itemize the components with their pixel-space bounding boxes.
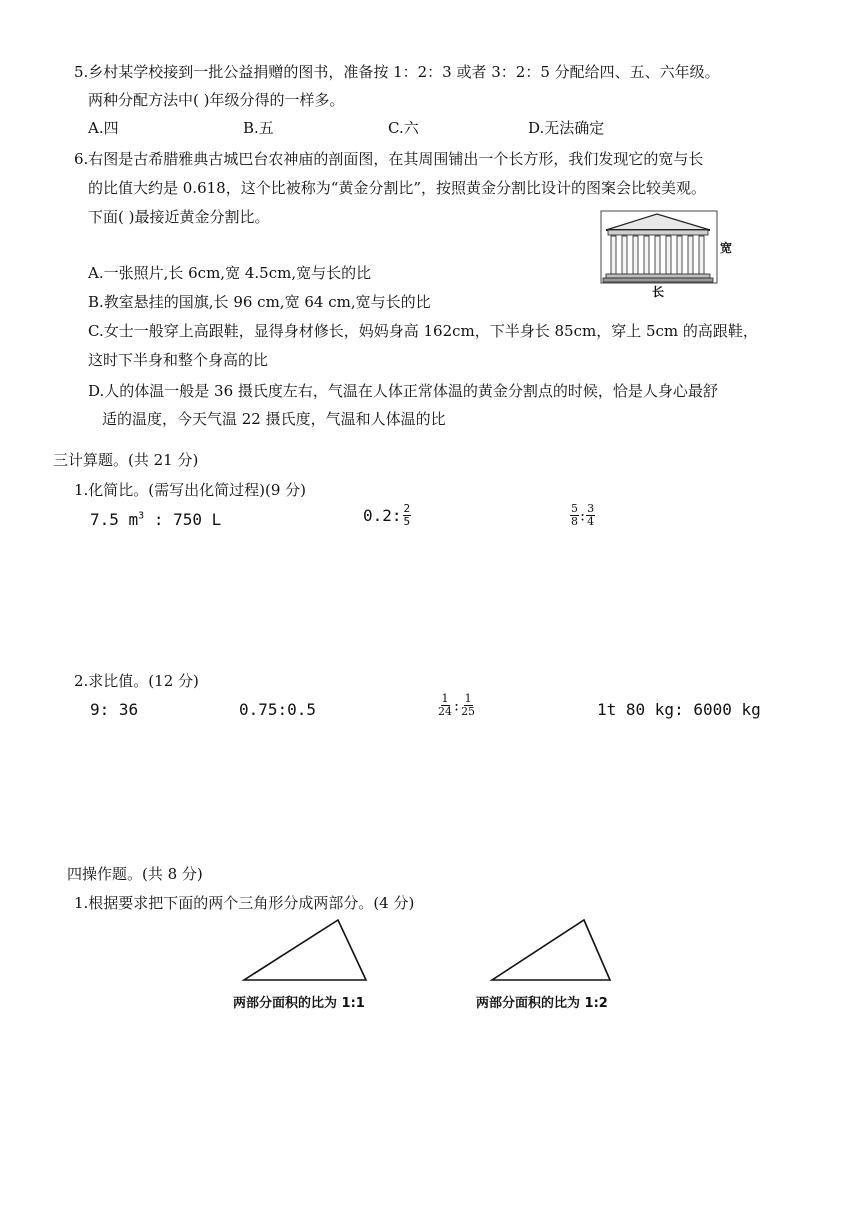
q6-line2: 的比值大约是 0.618，这个比被称为“黄金分割比”，按照黄金分割比设计的图案会比较美观。 — [88, 179, 707, 197]
q5-option-b: B.五 — [243, 119, 274, 137]
simplify-expr-2-prefix: 0.2: — [363, 506, 402, 525]
q6-option-b: B.教室悬挂的国旗,长 96 cm,宽 64 cm,宽与长的比 — [88, 293, 431, 311]
ratio-colon: : — [580, 506, 586, 525]
fraction-numerator: 2 — [403, 502, 411, 515]
simplify-expr-1-right: : 750 L — [144, 510, 222, 529]
simplify-expr-2 — [363, 503, 412, 528]
triangle-2-caption: 两部分面积的比为 1:2 — [476, 996, 608, 1011]
fraction-denominator: 24 — [438, 705, 452, 718]
fraction-3-4 — [586, 503, 595, 528]
ratio-value-expr-4: 1t 80 kg: 6000 kg — [597, 700, 761, 719]
q5-line1: 5.乡村某学校接到一批公益捐赠的图书，准备按 1：2：3 或者 3：2：5 分配给四、五、六年级。 — [74, 63, 720, 81]
fraction-1-24 — [437, 693, 453, 718]
fraction-numerator: 5 — [571, 502, 578, 515]
fraction-numerator: 1 — [464, 692, 472, 705]
fraction-denominator: 8 — [571, 515, 578, 528]
figure-length-label: 长 — [652, 285, 665, 299]
q5-line2: 两种分配方法中( )年级分得的一样多。 — [88, 91, 345, 109]
q6-line3: 下面( )最接近黄金分割比。 — [88, 208, 270, 226]
fraction-1-25 — [460, 693, 476, 718]
section3-title: 三计算题。(共 21 分) — [53, 451, 199, 469]
fraction-denominator: 5 — [403, 515, 411, 528]
q6-option-c-line1: C.女士一般穿上高跟鞋，显得身材修长，妈妈身高 162cm，下半身长 85cm，穿上 5cm 的高跟鞋， — [88, 322, 758, 340]
q5-option-d: D.无法确定 — [528, 119, 605, 137]
q6-option-d-line1: D.人的体温一般是 36 摄氏度左右，气温在人体正常体温的黄金分割点的时候，恰是人身心最舒 — [88, 382, 718, 400]
fraction-denominator: 4 — [587, 515, 595, 528]
section4-title: 四操作题。(共 8 分) — [67, 865, 203, 883]
triangle-1-caption: 两部分面积的比为 1:1 — [233, 996, 365, 1011]
ratio-value-expr-3 — [436, 693, 477, 718]
simplify-expr-1 — [90, 510, 221, 529]
parthenon-figure — [598, 208, 738, 300]
q5-option-a: A.四 — [88, 119, 119, 137]
q6-option-d-line2: 适的温度，今天气温 22 摄氏度，气温和人体温的比 — [102, 410, 446, 428]
simplify-expr-3 — [569, 503, 596, 528]
simplify-expr-1-left: 7.5 m — [90, 510, 139, 529]
ratio-colon: : — [454, 696, 460, 715]
fraction-denominator: 25 — [461, 705, 476, 718]
cubic-superscript: 3 — [138, 510, 145, 522]
section3-sub2-title: 2.求比值。(12 分) — [74, 672, 199, 690]
ratio-value-expr-1: 9: 36 — [90, 700, 139, 719]
triangle-2 — [484, 914, 624, 986]
fraction-5-8 — [570, 503, 579, 528]
section4-sub1-title: 1.根据要求把下面的两个三角形分成两部分。(4 分) — [74, 894, 415, 912]
fraction-numerator: 3 — [587, 502, 595, 515]
triangle-1 — [236, 914, 376, 986]
section3-sub1-title: 1.化简比。(需写出化简过程)(9 分) — [74, 481, 307, 499]
ratio-value-expr-2: 0.75:0.5 — [239, 700, 317, 719]
fraction-numerator: 1 — [441, 692, 449, 705]
q5-option-c: C.六 — [388, 119, 419, 137]
q6-line1: 6.右图是古希腊雅典古城巴台农神庙的剖面图，在其周围铺出一个长方形，我们发现它的宽与长 — [74, 150, 704, 168]
q6-option-c-line2: 这时下半身和整个身高的比 — [88, 351, 269, 369]
fraction-2-5 — [403, 503, 412, 528]
q6-option-a: A.一张照片,长 6cm,宽 4.5cm,宽与长的比 — [88, 264, 372, 282]
figure-width-label: 宽 — [720, 241, 733, 255]
